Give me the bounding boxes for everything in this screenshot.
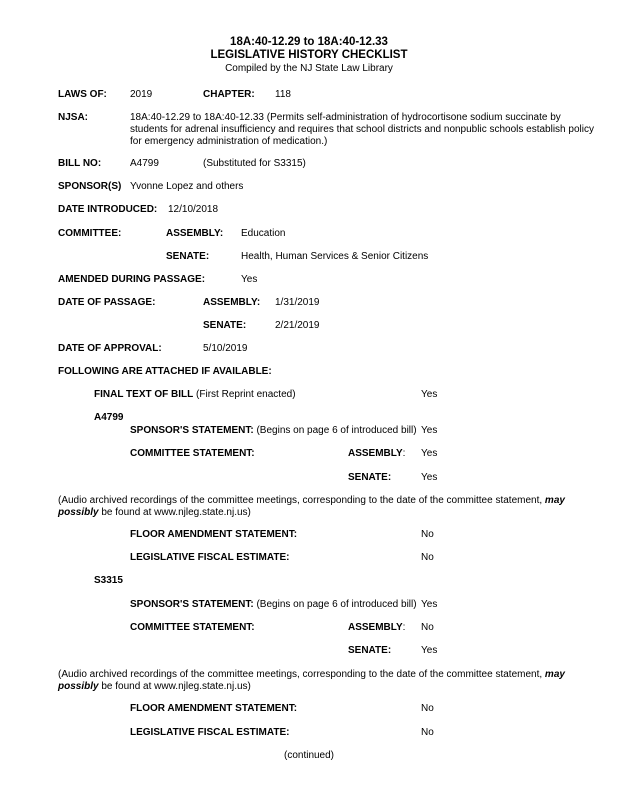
date-introduced-value: 12/10/2018 <box>168 204 219 215</box>
s3315-heading: S3315 <box>94 575 123 586</box>
committee-senate-value: Health, Human Services & Senior Citizens <box>241 251 429 262</box>
s3315-floor-label: FLOOR AMENDMENT STATEMENT: <box>130 703 298 714</box>
a4799-fiscal-label: LEGISLATIVE FISCAL ESTIMATE: <box>130 552 290 563</box>
committee-assembly-value: Education <box>241 228 286 239</box>
s3315-senate-label: SENATE: <box>348 645 392 656</box>
s3315-sponsor-note: (Begins on page 6 of introduced bill) <box>256 599 417 610</box>
chapter-value: 118 <box>275 89 291 100</box>
passage-senate-value: 2/21/2019 <box>275 320 320 331</box>
laws-of-label: LAWS OF: <box>58 89 107 100</box>
date-introduced-label: DATE INTRODUCED: <box>58 204 158 215</box>
s3315-sponsor-row <box>130 599 417 611</box>
s3315-assembly-row <box>348 622 405 634</box>
compiled-by: Compiled by the NJ State Law Library <box>225 63 393 74</box>
njsa-value: 18A:40-12.29 to 18A:40-12.33 (Permits self-administration of hydrocortisone sodium succinate by students for adrenal insufficiency and requires that school districts and nonpublic schools establish policy for emergency administration of medication.) <box>130 112 594 147</box>
bill-no-value: A4799 <box>130 158 159 169</box>
s3315-audio-note-post: be found at www.njleg.state.nj.us) <box>98 681 251 692</box>
a4799-floor-value: No <box>421 529 434 540</box>
a4799-assembly-row <box>348 448 405 460</box>
a4799-sponsor-label: SPONSOR'S STATEMENT: <box>130 425 254 436</box>
attached-heading: FOLLOWING ARE ATTACHED IF AVAILABLE: <box>58 366 272 377</box>
a4799-sponsor-value: Yes <box>421 425 438 436</box>
passage-assembly-value: 1/31/2019 <box>275 297 320 308</box>
s3315-audio-note-pre: (Audio archived recordings of the committee meetings, corresponding to the date of the committee statement, <box>58 669 545 680</box>
s3315-assembly-label: ASSEMBLY <box>348 622 403 633</box>
s3315-sponsor-value: Yes <box>421 599 438 610</box>
a4799-audio-note-post: be found at www.njleg.state.nj.us) <box>98 507 251 518</box>
a4799-audio-note-emph: may possibly <box>58 495 565 518</box>
sponsors-value: Yvonne Lopez and others <box>130 181 244 192</box>
a4799-assembly-value: Yes <box>421 448 438 459</box>
amended-value: Yes <box>241 274 258 285</box>
s3315-audio-note <box>58 669 608 693</box>
amended-label: AMENDED DURING PASSAGE: <box>58 274 206 285</box>
a4799-assembly-label: ASSEMBLY <box>348 448 403 459</box>
a4799-sponsor-row <box>130 425 417 437</box>
s3315-assembly-value: No <box>421 622 434 633</box>
s3315-senate-value: Yes <box>421 645 438 656</box>
s3315-sponsor-label: SPONSOR'S STATEMENT: <box>130 599 254 610</box>
page-title: 18A:40-12.29 to 18A:40-12.33 <box>230 36 388 48</box>
bill-no-note: (Substituted for S3315) <box>203 158 306 169</box>
passage-senate-label: SENATE: <box>203 320 247 331</box>
continued-note: (continued) <box>283 750 335 761</box>
s3315-committee-label: COMMITTEE STATEMENT: <box>130 622 255 633</box>
s3315-floor-value: No <box>421 703 434 714</box>
committee-senate-label: SENATE: <box>166 251 210 262</box>
a4799-senate-label: SENATE: <box>348 472 392 483</box>
committee-assembly-label: ASSEMBLY: <box>166 228 224 239</box>
final-text-value: Yes <box>421 389 438 400</box>
approval-value: 5/10/2019 <box>203 343 248 354</box>
a4799-floor-label: FLOOR AMENDMENT STATEMENT: <box>130 529 298 540</box>
s3315-assembly-colon: : <box>402 622 406 633</box>
sponsors-label: SPONSOR(S) <box>58 181 122 192</box>
a4799-audio-note <box>58 495 608 519</box>
a4799-heading: A4799 <box>94 412 124 423</box>
s3315-audio-note-emph: may possibly <box>58 669 565 692</box>
page-subtitle: LEGISLATIVE HISTORY CHECKLIST <box>210 49 408 61</box>
passage-assembly-label: ASSEMBLY: <box>203 297 261 308</box>
final-text-note: (First Reprint enacted) <box>196 389 296 400</box>
a4799-committee-label: COMMITTEE STATEMENT: <box>130 448 255 459</box>
a4799-senate-value: Yes <box>421 472 438 483</box>
a4799-fiscal-value: No <box>421 552 434 563</box>
committee-label: COMMITTEE: <box>58 228 122 239</box>
a4799-audio-note-pre: (Audio archived recordings of the committee meetings, corresponding to the date of the committee statement, <box>58 495 545 506</box>
chapter-label: CHAPTER: <box>203 89 255 100</box>
approval-label: DATE OF APPROVAL: <box>58 343 162 354</box>
passage-label: DATE OF PASSAGE: <box>58 297 156 308</box>
njsa-label: NJSA: <box>58 112 89 123</box>
bill-no-label: BILL NO: <box>58 158 102 169</box>
s3315-fiscal-value: No <box>421 727 434 738</box>
s3315-fiscal-label: LEGISLATIVE FISCAL ESTIMATE: <box>130 727 290 738</box>
a4799-assembly-colon: : <box>402 448 406 459</box>
final-text-label: FINAL TEXT OF BILL <box>94 389 194 400</box>
final-text-row <box>94 389 296 401</box>
laws-of-value: 2019 <box>130 89 153 100</box>
a4799-sponsor-note: (Begins on page 6 of introduced bill) <box>256 425 417 436</box>
